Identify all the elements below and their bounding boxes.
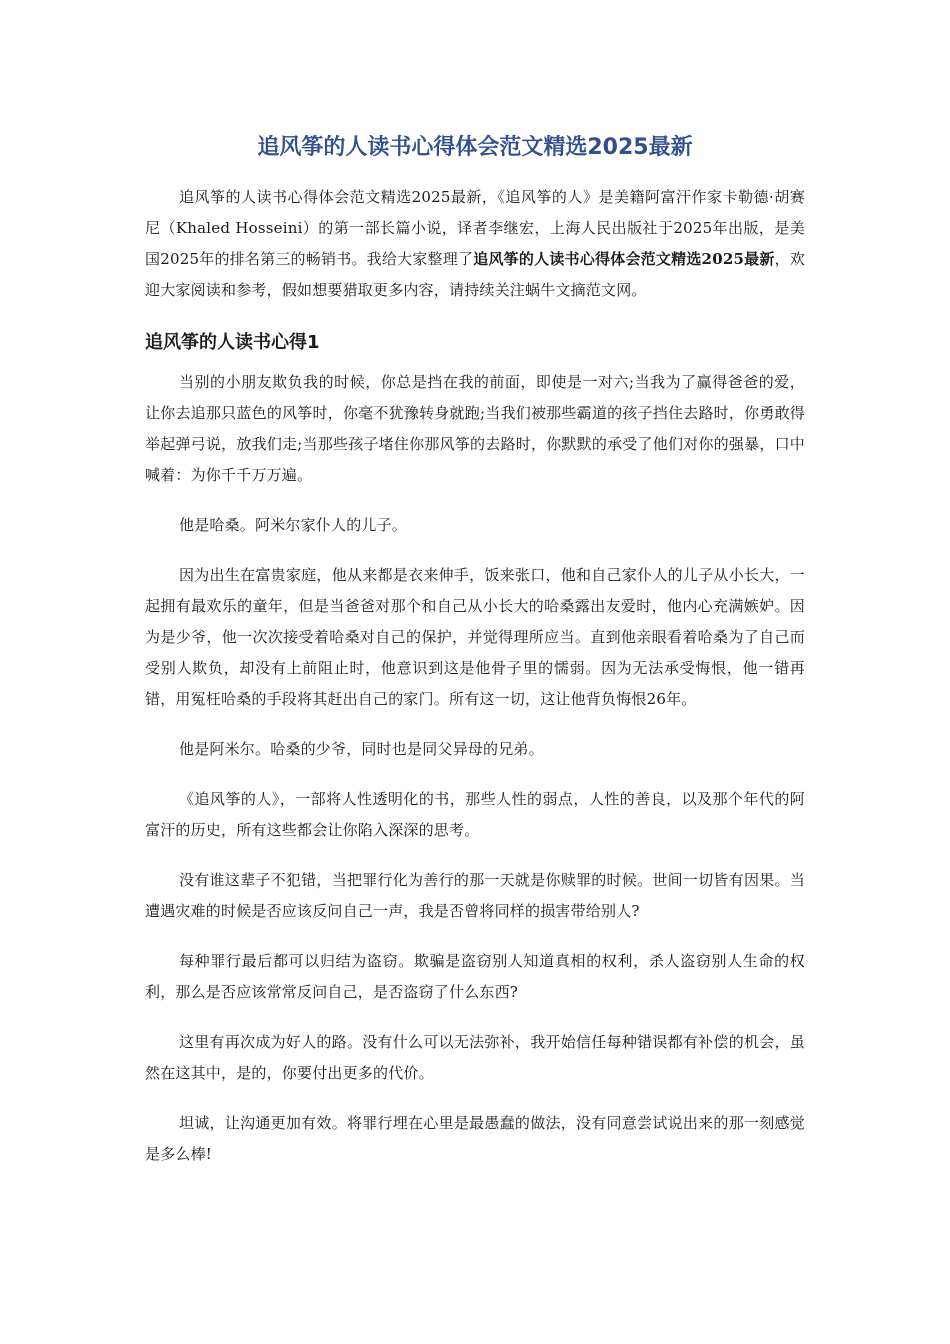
body-paragraph-6: 没有谁这辈子不犯错，当把罪行化为善行的那一天就是你赎罪的时候。世间一切皆有因果。当遭遇灾难的时候是否应该反问自己一声，我是否曾将同样的损害带给别人? — [145, 871, 805, 920]
intro-text-part2: ，欢迎大家阅读和参考，假如想要猎取更多内容，请持续关注蜗牛文摘范文网。 — [145, 250, 806, 299]
intro-text-part1: 追风筝的人读书心得体会范文精选2025最新，《追风筝的人》是美籍阿富汗作家卡勒德·胡赛尼（Khaled Hosseini）的第一部长篇小说，译者李继宏，上海人民出版社于2025年出版，是美国2025年的排名第三的畅销书。我给大家整理了 — [145, 188, 805, 268]
body-paragraph-7: 每种罪行最后都可以归结为盗窃。欺骗是盗窃别人知道真相的权利，杀人盗窃别人生命的权利，那么是否应该常常反问自己，是否盗窃了什么东西? — [145, 952, 805, 1001]
body-paragraph-4: 他是阿米尔。哈桑的少爷，同时也是同父异母的兄弟。 — [179, 740, 544, 758]
body-paragraph-3: 因为出生在富贵家庭，他从来都是衣来伸手，饭来张口，他和自己家仆人的儿子从小长大，一起拥有最欢乐的童年，但是当爸爸对那个和自己从小长大的哈桑露出友爱时，他内心充满嫉妒。因为是少爷，他一次次接受着哈桑对自己的保护，并觉得理所应当。直到他亲眼看着哈桑为了自己而受别人欺负，却没有上前阻止时，他意识到这是他骨子里的懦弱。因为无法承受悔恨，他一错再错，用冤枉哈桑的手段将其赶出自己的家门。所有这一切，这让他背负悔恨26年。 — [145, 566, 805, 708]
section-heading: 追风筝的人读书心得1 — [145, 332, 320, 353]
document-page — [145, 128, 805, 1189]
intro-bold-text: 追风筝的人读书心得体会范文精选2025最新 — [473, 250, 775, 268]
body-paragraph-9: 坦诚，让沟通更加有效。将罪行埋在心里是最愚蠢的做法，没有同意尝试说出来的那一刻感觉是多么棒! — [145, 1114, 805, 1163]
body-paragraph-1: 当别的小朋友欺负我的时候，你总是挡在我的前面，即使是一对六;当我为了赢得爸爸的爱，让你去追那只蓝色的风筝时，你毫不犹豫转身就跑;当我们被那些霸道的孩子挡住去路时，你勇敢得举起弹弓说，放我们走;当那些孩子堵住你那风筝的去路时，你默默的承受了他们对你的强暴，口中喊着：为你千千万万遍。 — [145, 373, 805, 484]
document-title: 追风筝的人读书心得体会范文精选2025最新 — [257, 135, 693, 160]
body-paragraph-2: 他是哈桑。阿米尔家仆人的儿子。 — [179, 516, 408, 534]
intro-paragraph — [145, 182, 805, 306]
body-paragraph-5: 《追风筝的人》，一部将人性透明化的书，那些人性的弱点，人性的善良，以及那个年代的阿富汗的历史，所有这些都会让你陷入深深的思考。 — [145, 790, 805, 839]
body-paragraph-8: 这里有再次成为好人的路。没有什么可以无法弥补，我开始信任每种错误都有补偿的机会，虽然在这其中，是的，你要付出更多的代价。 — [145, 1033, 805, 1082]
